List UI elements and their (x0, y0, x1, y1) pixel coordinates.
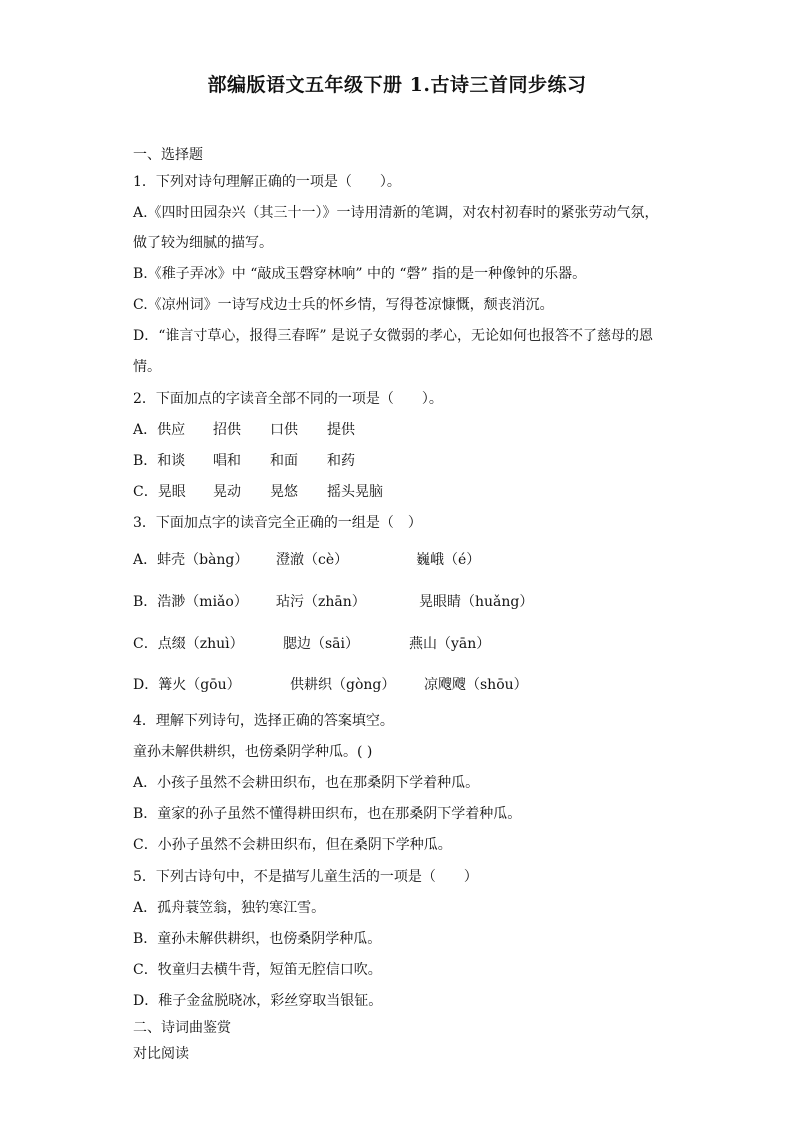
option-word: 晃悠 (270, 484, 298, 500)
question-5-stem: 5．下列古诗句中，不是描写儿童生活的一项是（ ） (133, 869, 478, 885)
question-3-option-row (133, 634, 490, 654)
option-word: 提供 (327, 422, 355, 438)
option-word: D．篝火（gōu） (133, 677, 241, 693)
question-1-option-d-cont: 情。 (133, 359, 161, 375)
option-word: 玷污（zhān） (276, 594, 366, 610)
question-3-stem: 3．下面加点字的读音完全正确的一组是（ ） (133, 515, 422, 531)
option-word: A．供应 (133, 422, 186, 438)
option-word: 腮边（sāi） (283, 636, 360, 652)
option-word: 燕山（yān） (409, 636, 491, 652)
option-word: 摇头晃脑 (327, 484, 383, 500)
question-1-option-c: C.《凉州词》一诗写戍边士兵的怀乡情，写得苍凉慷慨，颓丧消沉。 (133, 297, 554, 313)
question-1-stem: 1．下列对诗句理解正确的一项是（ ）。 (133, 174, 401, 190)
section-heading-poetry: 二、诗词曲鉴赏 (133, 1020, 231, 1036)
option-word: 口供 (270, 422, 298, 438)
option-word: 凉飕飕（shōu） (424, 677, 528, 693)
question-1-option-b: B.《稚子弄冰》中 “敲成玉磬穿林响” 中的 “磬” 指的是一种像钟的乐器。 (133, 266, 587, 282)
question-4-option-c: C．小孙子虽然不会耕田织布，但在桑阴下学种瓜。 (133, 837, 452, 853)
question-4-verse: 童孙未解供耕织，也傍桑阴学种瓜。( ) (133, 744, 373, 760)
question-1-option-a-cont: 做了较为细腻的描写。 (133, 235, 273, 251)
question-3-option-row (133, 592, 533, 612)
option-word: A．蚌壳（bàng） (133, 552, 249, 568)
section-heading-choice: 一、选择题 (133, 147, 203, 163)
option-word: B．浩渺（miǎo） (133, 594, 248, 610)
question-5-option-b: B．童孙未解供耕织，也傍桑阴学种瓜。 (133, 931, 382, 947)
question-5-option-c: C．牧童归去横牛背，短笛无腔信口吹。 (133, 962, 382, 978)
option-word: 晃眼睛（huǎng） (419, 594, 534, 610)
option-word: 和药 (327, 453, 355, 469)
question-1-option-d: D．“谁言寸草心，报得三春晖” 是说子女微弱的孝心，无论如何也报答不了慈母的恩 (133, 328, 653, 344)
option-word: 唱和 (213, 453, 241, 469)
question-4-option-a: A．小孩子虽然不会耕田织布，也在那桑阴下学着种瓜。 (133, 775, 480, 791)
question-1-option-a: A.《四时田园杂兴（其三十一）》一诗用清新的笔调，对农村初春时的紧张劳动气氛， (133, 205, 659, 221)
question-2-option-row (133, 482, 383, 502)
option-word: 和面 (270, 453, 298, 469)
option-word: 澄澈（cè） (276, 552, 349, 568)
option-word: B．和谈 (133, 453, 186, 469)
page-title: 部编版语文五年级下册 1.古诗三首同步练习 (207, 74, 587, 96)
subheading-comparative-reading: 对比阅读 (133, 1046, 189, 1062)
question-2-option-row (133, 451, 355, 471)
question-3-option-row (133, 550, 480, 570)
question-3-option-row (133, 675, 528, 695)
option-word: C．晃眼 (133, 484, 186, 500)
question-4-stem: 4．理解下列诗句，选择正确的答案填空。 (133, 713, 394, 729)
question-4-option-b: B．童家的孙子虽然不懂得耕田织布，也在那桑阴下学着种瓜。 (133, 806, 522, 822)
question-5-option-d: D．稚子金盆脱晓冰，彩丝穿取当银钲。 (133, 993, 383, 1009)
option-word: 供耕织（gòng） (290, 677, 396, 693)
question-2-option-row (133, 420, 355, 440)
option-word: C．点缀（zhuì） (133, 636, 244, 652)
option-word: 巍峨（é） (416, 552, 481, 568)
option-word: 招供 (213, 422, 241, 438)
option-word: 晃动 (213, 484, 241, 500)
question-2-stem: 2．下面加点的字读音全部不同的一项是（ ）。 (133, 391, 443, 407)
question-5-option-a: A．孤舟蓑笠翁，独钓寒江雪。 (133, 900, 326, 916)
